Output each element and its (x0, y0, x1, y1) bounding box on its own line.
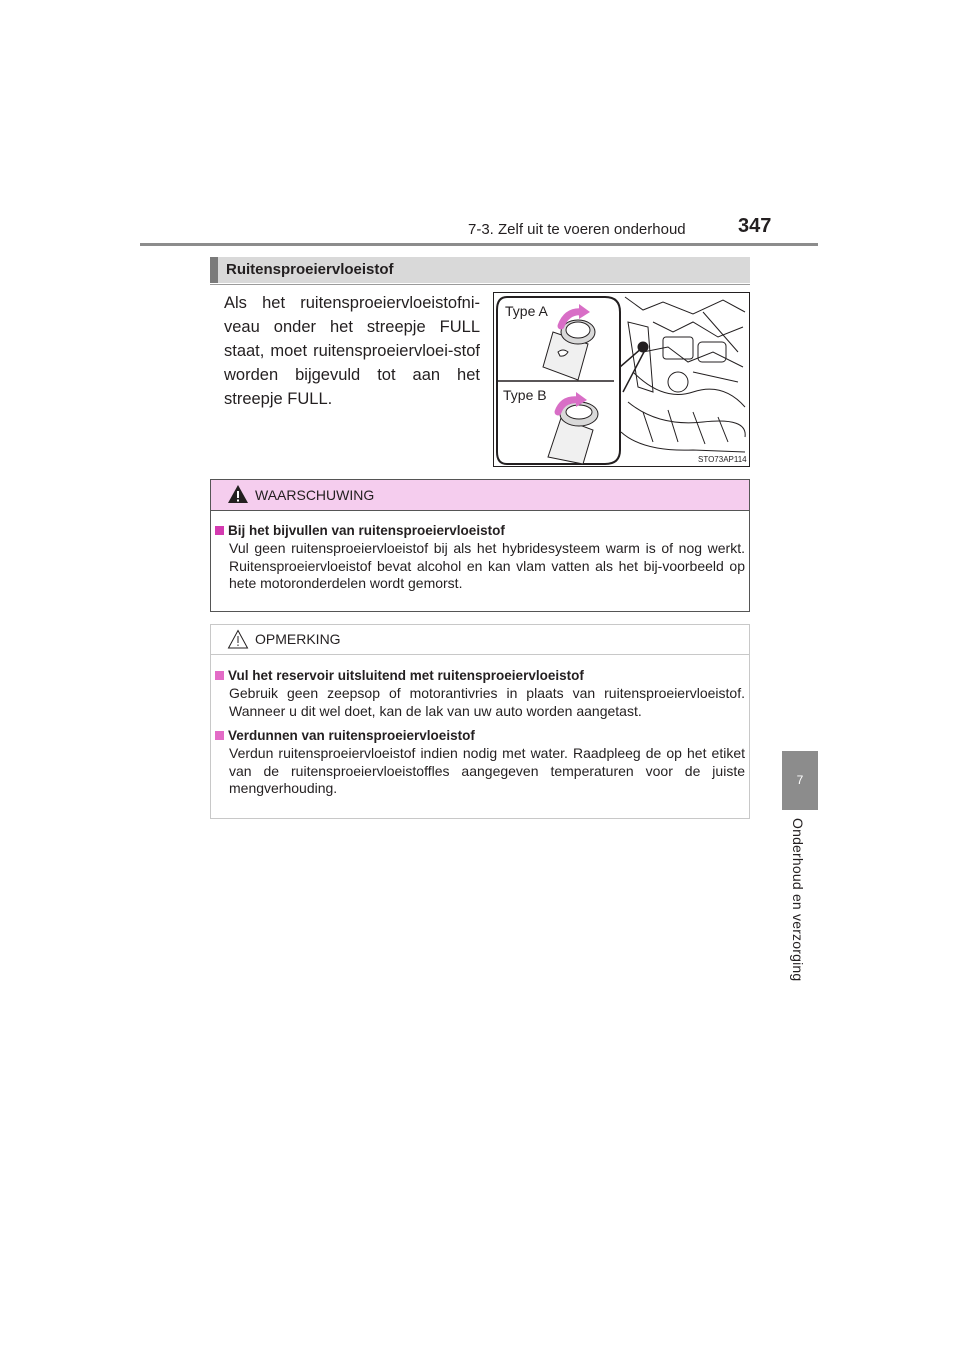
note-item-body: Gebruik geen zeepsop of motorantivries in plaats van ruitensproeiervloeistof. Wanneer u dit wel doet, kan de lak van uw auto worden aangetast. (229, 685, 745, 719)
note-item-title: Verdunnen van ruitensproeiervloeistof (215, 727, 745, 745)
bullet-square-icon (215, 526, 224, 535)
chapter-number: 7 (796, 773, 804, 787)
note-header-text: OPMERKING (255, 631, 341, 647)
warning-item-body: Vul geen ruitensproeiervloeistof bij als het hybridesysteem warm is of nog werkt. Ruitensproeiervloeistof bevat alcohol en kan vlam vatten als het bij-voorbeeld op hete motoronderdelen wordt gemorst. (229, 540, 745, 591)
warning-header-text: WAARSCHUWING (255, 487, 375, 503)
note-header (211, 625, 749, 655)
warning-item-title: Bij het bijvullen van ruitensproeiervloeistof (215, 522, 745, 540)
section-title: 7-3. Zelf uit te voeren onderhoud (468, 221, 686, 238)
warning-box (210, 479, 750, 612)
page-number: 347 (738, 215, 772, 237)
type-a-label: Type A (505, 303, 548, 319)
section-heading (210, 257, 750, 283)
note-item-title: Vul het reservoir uitsluitend met ruitensproeiervloeistof (215, 667, 745, 685)
intro-paragraph: Als het ruitensproeiervloeistofni-veau onder het streepje FULL staat, moet ruitensproeiervloei-stof worden bijgevuld tot aan het streepje FULL. (224, 294, 480, 408)
type-b-label: Type B (503, 387, 547, 403)
note-item (215, 667, 745, 720)
warning-header (211, 480, 749, 511)
figure-code: STO73AP114 (698, 455, 747, 464)
section-heading-text: Ruitensproeiervloeistof (226, 261, 394, 278)
caution-outline-icon (227, 629, 249, 649)
heading-underline (210, 284, 750, 285)
note-item (215, 727, 745, 798)
washer-reservoir-illustration (493, 292, 750, 467)
warning-item (215, 522, 745, 593)
bullet-square-icon (215, 671, 224, 680)
note-item-body: Verdun ruitensproeiervloeistof indien nodig met water. Raadpleeg de op het etiket van de ruitensproeiervloeistoffles aangegeven temperaturen voor de juiste mengverhouding. (229, 745, 745, 796)
warning-icon (227, 484, 249, 504)
chapter-tab (782, 751, 818, 810)
header-rule (140, 243, 818, 246)
chapter-title: Onderhoud en verzorging (790, 818, 806, 982)
note-box (210, 624, 750, 819)
bullet-square-icon (215, 731, 224, 740)
